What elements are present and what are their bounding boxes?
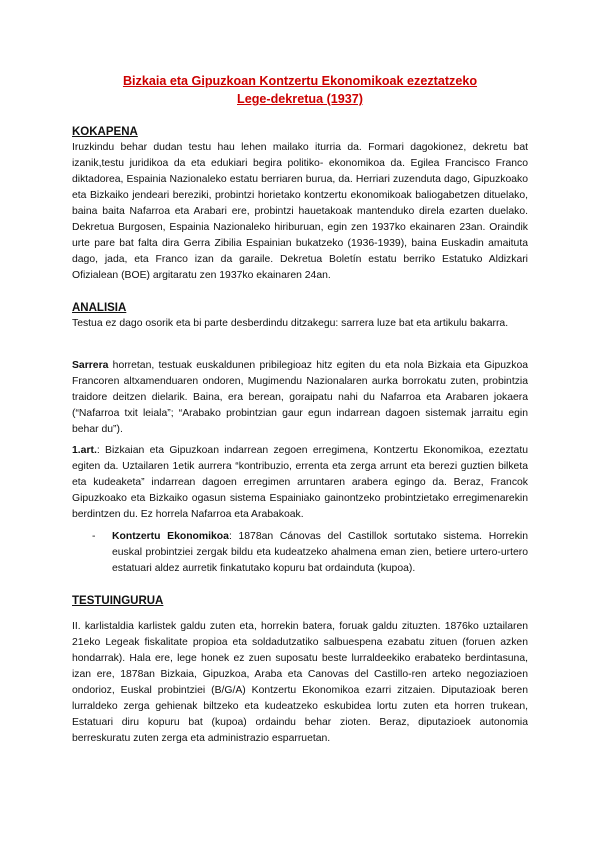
sarrera-block [72,358,528,438]
testuingurua-block [72,619,528,747]
bullet-dash: - [92,531,96,542]
testuingurua-paragraph: II. karlistaldia karlistek galdu zuten eta, horrekin batera, foruak galdu zituzten. 1876ko uztailaren 21eko Legeak fiskalitate propioa eta soldadutzatiko salbuespena ezabatu zituen (foruen azken hondarrak). Hala ere, lege honek ez zuen suposatu beste lurraldeekiko erabateko berdintasuna, izan ere, 1878an Bizkaia, Gipuzkoa, Araba eta Canovas del Castillo-ren arteko negoziazioen ondorioz, Euskal probintziei (B/G/A) Kontzertu Ekonomikoa ezarri zitzaien. Diputazioak beren lurraldeko zerga gehienak biltzeko eta kudeatzeko eskubidea lortu zuten eta horren trukean, Estatuari diru kopuru bat (kupoa) ordaindu behar zioten. Beraz, diputazioek autonomia berreskuratu zuten zerga eta administrazio esparruetan. [72,621,528,744]
title-line-1: Bizkaia eta Gipuzkoan Kontzertu Ekonomikoak ezeztatzeko [122,74,478,88]
section-analisia [72,300,528,332]
sarrera-paragraph [72,358,528,438]
title-line-2: Lege-dekretua (1937) [237,92,363,106]
article-block [72,443,528,523]
article-term: 1.art. [72,445,97,456]
kokapena-paragraph: Iruzkindu behar dudan testu hau lehen mailako iturria da. Formari dagokionez, dekretu bat izanik,testu juridikoa da eta edukiari begira politiko- ekonomikoa da. Egilea Francisco Franco diktadorea, Espainia Nazionaleko estatu berriaren burua, da. Herriari zuzenduta dago, Gipuzkoako eta Bizkaiko jendeari bereziki, probintzi horietako kontzertu ekonomikoak baliogabetzen dituelako, baina baita Nafarroa eta Arabari ere, probintzi hauetakoak mantenduko direla ezarten duelako. Dekretua Burgosen, Espainia Nazionaleko hiriburuan, egin zen 1937ko ekainaren 23an. Oraindik urte pare bat falta dira Gerra Zibilia Espainian bukatzeko (1936-1939), baina Euskadin amaituta dago, jada, eta Franco izan da garaile. Dekretua Boletín estatu berriko Estatuko Aldizkari Ofizialean (BOE) argitaratu zen 1937ko ekainaren 24an. [72,142,528,281]
section-heading-analisia: ANALISIA [72,302,127,314]
article-text: : Bizkaian eta Gipuzkoan indarrean zegoen erregimena, Kontzertu Ekonomikoa, ezeztatu egiten da. Uztailaren 1etik aurrera “kontribuzio, errenta eta zerga arrunt eta berezi guztien bilketa eta kudeaketa” indarrean dagoen erregimen arruntaren arabera egingo da. Beraz, Francok Gipuzkoako eta Bizkaiko ogasun sistema Espainiako gainontzeko probintzietako erregimenarekin berdintzen du. Ez horrela Nafarroa eta Arabakoak. [72,445,528,520]
section-kokapena [72,124,528,284]
article-paragraph [72,443,528,523]
sarrera-text: horretan, testuak euskaldunen pribilegioaz hitz egiten du eta nola Bizkaia eta Gipuzkoa Francoren altxamenduaren ondoren, Mugimendu Nazionalaren aurka borrokatu zuten, probintzia traidore deitzen dielarik. Baina, era berean, goraipatu nahi du Nafarroa eta Arabaren jokaera (“Nafarroa txit leiala”; “Arabako probintzian gaur egun indarrean dagoen sistemak jarraitu egin behar du”). [72,360,528,435]
section-heading-testuingurua: TESTUINGURUA [72,595,164,607]
sarrera-term: Sarrera [72,360,109,371]
analisia-intro-paragraph: Testua ez dago osorik eta bi parte desberdindu ditzakegu: sarrera luze bat eta artikulu bakarra. [72,318,509,329]
section-heading-kokapena: KOKAPENA [72,126,138,138]
bullet-item [92,529,528,577]
section-testuingurua [72,593,528,609]
bullet-text: : 1878an Cánovas del Castillok sortutako sistema. Horrekin euskal probintziei zergak bildu eta kudeatzeko ahalmena eman zien, betiere urtero-urtero estatuari aldez aurretik finkatutako kopuru bat ordainduta (kupoa). [112,531,528,574]
document-title [72,72,528,108]
bullet-term: Kontzertu Ekonomikoa [112,531,229,542]
bullet-paragraph [112,529,528,577]
